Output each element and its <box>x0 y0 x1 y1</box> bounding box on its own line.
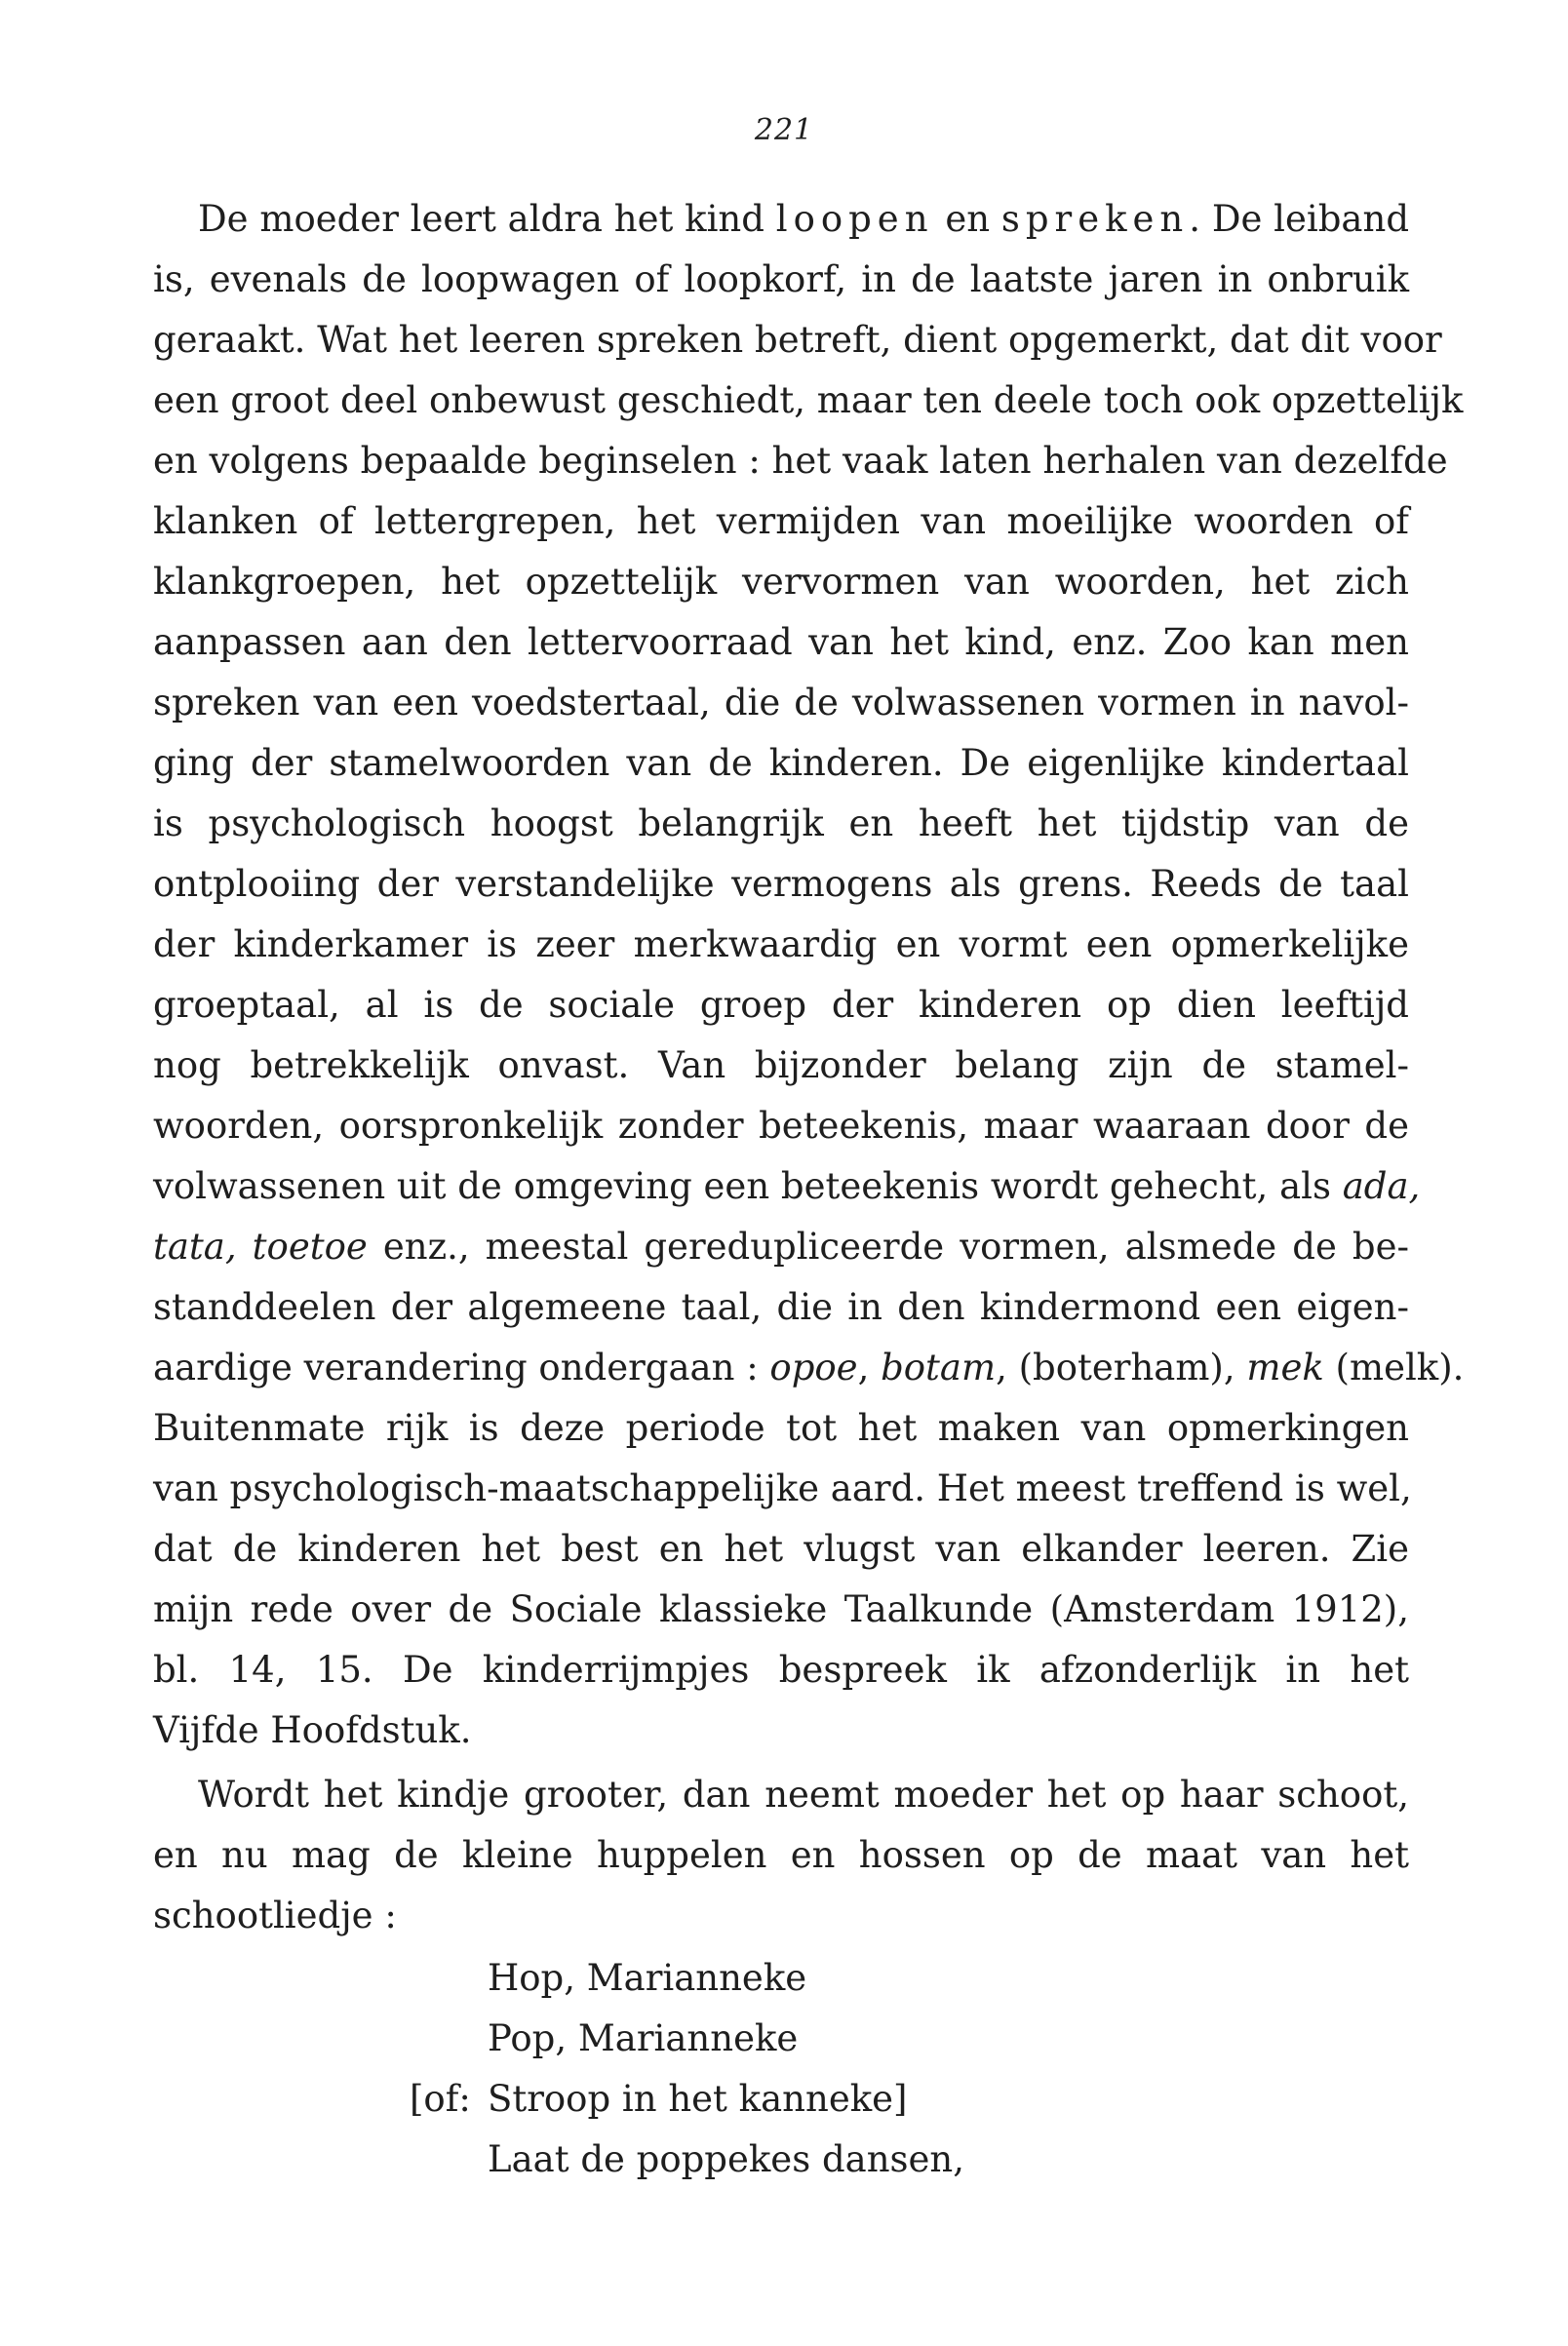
text-line: is, evenals de loopwagen of loopkorf, in de laatste jaren in onbruik <box>153 258 1409 300</box>
text-line: en nu mag de kleine huppelen en hossen op de maat van het <box>153 1834 1409 1876</box>
text-line: een groot deel onbewust geschiedt, maar ten deele toch ook opzettelijk <box>153 379 1464 421</box>
text-line: mijn rede over de Sociale klassieke Taalkunde (Amsterdam 1912), <box>153 1588 1409 1630</box>
text-line: aardige verandering ondergaan : opoe, botam, (boterham), mek (melk). <box>153 1347 1465 1388</box>
text-line: standdeelen der algemeene taal, die in den kindermond een eigen- <box>153 1286 1409 1328</box>
text-line: nog betrekkelijk onvast. Van bijzonder belang zijn de stamel- <box>153 1044 1409 1086</box>
text-line: Vijfde Hoofdstuk. <box>153 1709 472 1751</box>
text-line: klankgroepen, het opzettelijk vervormen van woorden, het zich <box>153 561 1409 603</box>
text-line: ging der stamelwoorden van de kinderen. De eigenlijke kindertaal <box>153 742 1409 784</box>
text-line: ontplooiing der verstandelijke vermogens als grens. Reeds de taal <box>153 863 1409 905</box>
text-line: tata, toetoe enz., meestal gereduplicеerde vormen, alsmede de be- <box>153 1226 1410 1268</box>
poem-line: Hop, Marianneke <box>488 1957 807 1999</box>
text-line: klanken of lettergrepen, het vermijden van moeilijke woorden of <box>153 500 1409 542</box>
text-line: De moeder leert aldra het kind loopen en spreken. De leiband <box>198 198 1410 240</box>
text-line: geraakt. Wat het leeren spreken betreft, dient opgemerkt, dat dit voor <box>153 319 1442 361</box>
text-line: dat de kinderen het best en het vlugst van elkander leeren. Zie <box>153 1528 1409 1570</box>
poem <box>410 1948 965 2190</box>
text-line: groeptaal, al is de sociale groep der kinderen op dien leeftijd <box>153 984 1409 1026</box>
text-line: volwassenen uit de omgeving een beteekenis wordt gehecht, als ada, <box>153 1165 1421 1207</box>
text-line: schootliedje : <box>153 1895 397 1936</box>
text-line: spreken van een voedstertaal, die de volwassenen vormen in navol- <box>153 682 1409 723</box>
text-line: Wordt het kindje grooter, dan neemt moeder het op haar schoot, <box>198 1774 1409 1816</box>
text-line: Buitenmate rijk is deze periode tot het maken van opmerkingen <box>153 1407 1409 1449</box>
paragraph-1 <box>153 189 1465 1761</box>
page-number: 221 <box>754 113 814 147</box>
poem-line: Laat de poppekes dansen, <box>488 2138 965 2180</box>
paragraph-2 <box>153 1765 1409 1946</box>
poem-line: Pop, Marianneke <box>488 2017 799 2059</box>
text-line: en volgens bepaalde beginselen : het vaak laten herhalen van dezelfde <box>153 440 1448 482</box>
poem-line: [of: Stroop in het kanneke] <box>488 2069 964 2130</box>
text-line: der kinderkamer is zeer merkwaardig en vormt een opmerkelijke <box>153 923 1409 965</box>
text-line: woorden, oorspronkelijk zonder beteekenis, maar waaraan door de <box>153 1105 1409 1147</box>
text-line: aanpassen aan den lettervoorraad van het kind, enz. Zoo kan men <box>153 621 1409 663</box>
poem-variant-marker: [of: <box>410 2078 471 2120</box>
text-line: is psychologisch hoogst belangrijk en heeft het tijdstip van de <box>153 802 1409 844</box>
text-line: bl. 14, 15. De kinderrijmpjes bespreek ik afzonderlijk in het <box>153 1649 1409 1691</box>
text-line: van psychologisch-maatschappelijke aard. Het meest treffend is wel, <box>153 1467 1412 1509</box>
